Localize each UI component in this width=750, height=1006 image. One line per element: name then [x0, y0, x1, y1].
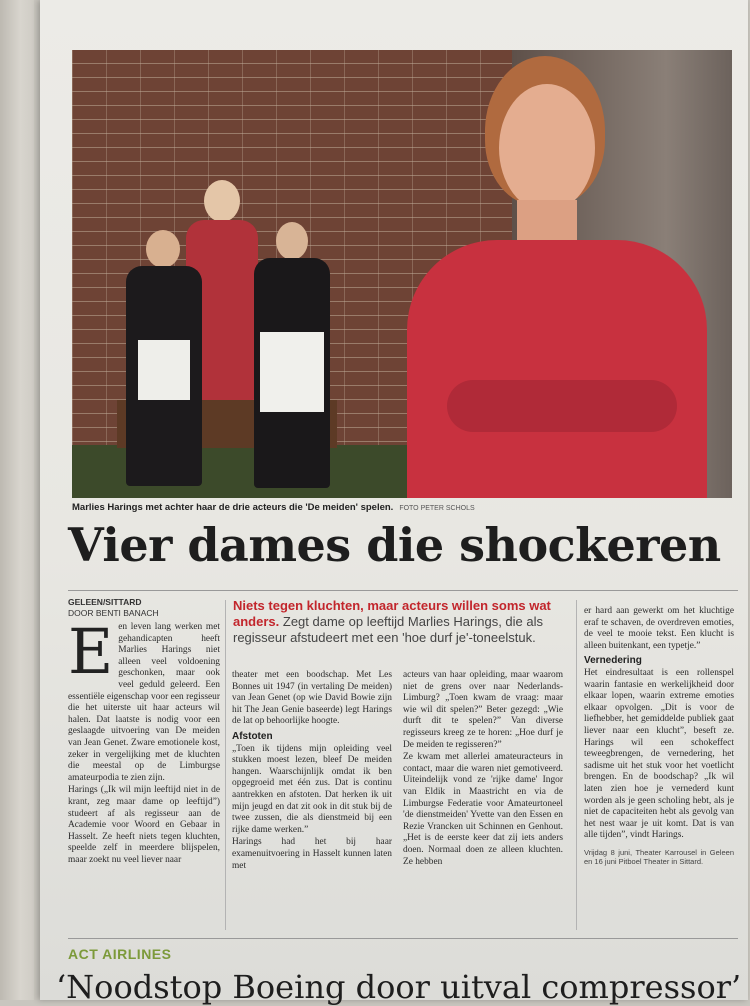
intro-rest: Zegt dame op leeftijd Marlies Harings, die als regisseur afstudeert met een 'hoe durf je'-toneelstuk. — [233, 614, 543, 645]
column-2-paragraph-2: „Toen ik tijdens mijn opleiding veel stukken moest lezen, bleef De meiden hangen. Waarschijnlijk omdat ik ben opgegroeid met één zus. Dat is continu aantrekken en afstoten. Dat herken ik uit mijn jeugd en dat zit ook in dit stuk bij de twee zussen, die als dienstmeid bij een rijke dame werken.” — [232, 743, 392, 835]
section-label: ACT AIRLINES — [68, 946, 172, 962]
drop-cap: E — [68, 615, 114, 688]
photo-credit: FOTO PETER SCHOLS — [399, 505, 475, 512]
column-4-paragraph-1: er hard aan gewerkt om het kluchtige eraf te schaven, de overdreven emoties, de veel te mooie tekst. Een klucht is alleen buitenkant, een typetje.” — [584, 606, 734, 651]
subheading-afstoten: Afstoten — [232, 730, 273, 742]
byline-place: GELEEN/SITTARD — [68, 597, 142, 607]
column-3-paragraph-1: acteurs van haar opleiding, maar waarom niet de grens over naar Nederlands-Limburg? „Toen kwam de vraag: maar wie wil dit spelen?” Beter gezegd: „Wie durft dit te spelen?” Van diverse regisseurs kreeg ze te horen: „Hoe durf je De meiden te regisseren?” — [403, 670, 563, 750]
article-column-1 — [68, 615, 220, 867]
photo-caption — [72, 502, 592, 513]
caption-text: Marlies Harings met achter haar de drie acteurs die 'De meiden' spelen. — [72, 502, 394, 513]
background-edge — [0, 0, 34, 1000]
column-2-paragraph-1: theater met een boodschap. Met Les Bonnes uit 1947 (in vertaling De meiden) van Jean Genet (op wie David Bowie zijn hit The Jean Genie baseerde) legt Harings de lat op behoorlijke hoogte. — [232, 670, 392, 727]
article-column-2 — [232, 670, 392, 873]
byline-author: DOOR BENTI BANACH — [68, 608, 159, 618]
section-rule — [68, 938, 738, 939]
column-divider — [225, 600, 226, 930]
column-1-paragraph-2: Harings („Ik wil mijn leeftijd niet in de krant, zeg maar dame op leeftijd”) studeert af als regisseur aan de Academie voor Woord en Gebaar in Hasselt. Ze heeft niets tegen kluchten, speelde zelf in meerdere blijspelen, maar zoekt nu veel liever naar — [68, 785, 220, 865]
column-3-paragraph-2: Ze kwam met allerlei amateuracteurs in contact, maar die waren niet gemotiveerd. Uiteindelijk vond ze 'rijke dame' Ingor van Eldik in Maastricht en via de Limburgse Federatie voor Amateurtoneel 'de dienstmeiden' Yvette van den Essen en Rezie Vrancken uit Schinnen en Genhout. „Het is de eerste keer dat zij iets anders doen. Normaal doen ze alleen kluchten. Ze hebben — [403, 752, 563, 867]
column-1-paragraph-1: en leven lang werken met gehandicapten heeft Marlies Harings niet alleen veel voldoening geschonken, maar ook veel geduld geleerd. Een essentiële eigenschap voor een regisseur die het uiterste uit haar acteurs wil halen. Dat laatste is nodig voor een geslaagde uitvoering van De meiden van Jean Genet. Zware emotionele kost, zeker in vergelijking met de kluchten die meestal op de Limburgse amateurpodia te zien zijn. — [68, 622, 220, 783]
column-divider — [576, 600, 577, 930]
article-column-3 — [403, 670, 563, 869]
figure-maid-right — [250, 222, 334, 492]
intro-lead: Niets tegen kluchten, maar acteurs willen soms wat anders. — [233, 598, 551, 629]
headline-rule — [68, 590, 738, 591]
next-article-headline: ‘Noodstop Boeing door uitval compressor’ — [56, 968, 742, 1006]
column-4-paragraph-2: Het eindresultaat is een rollenspel waarin fantasie en werkelijkheid door elkaar lopen, waarin extreme emoties elkaar opvolgen. „Dit is voor de liefhebber, het gemiddelde publiek gaat liever naar een klucht”, beseft ze. Harings wil een schokeffect teweegbrengen, de vernedering, het sadisme uit het stuk voor het voetlicht brengen. En de boodschap? „Ik wil laten zien hoe je vernederd kunt worden als je geen scholing hebt, als je niet de capaciteiten hebt als gevolg van het nest waar je uit komt. Dat is van alle tijden”, vindt Harings. — [584, 667, 734, 841]
figure-marlies-harings — [407, 50, 727, 498]
figure-maid-left — [122, 230, 206, 490]
article-photo — [72, 50, 732, 498]
column-2-paragraph-3: Harings had het bij haar examenuitvoering in Hasselt kunnen laten met — [232, 837, 392, 871]
article-intro — [233, 598, 578, 646]
performance-dates: Vrijdag 8 juni, Theater Karrousel in Geleen en 16 juni Pitboel Theater in Sittard. — [584, 847, 734, 867]
article-column-4 — [584, 606, 734, 867]
headline: Vier dames die shockeren — [68, 518, 721, 572]
subheading-vernedering: Vernedering — [584, 655, 642, 667]
